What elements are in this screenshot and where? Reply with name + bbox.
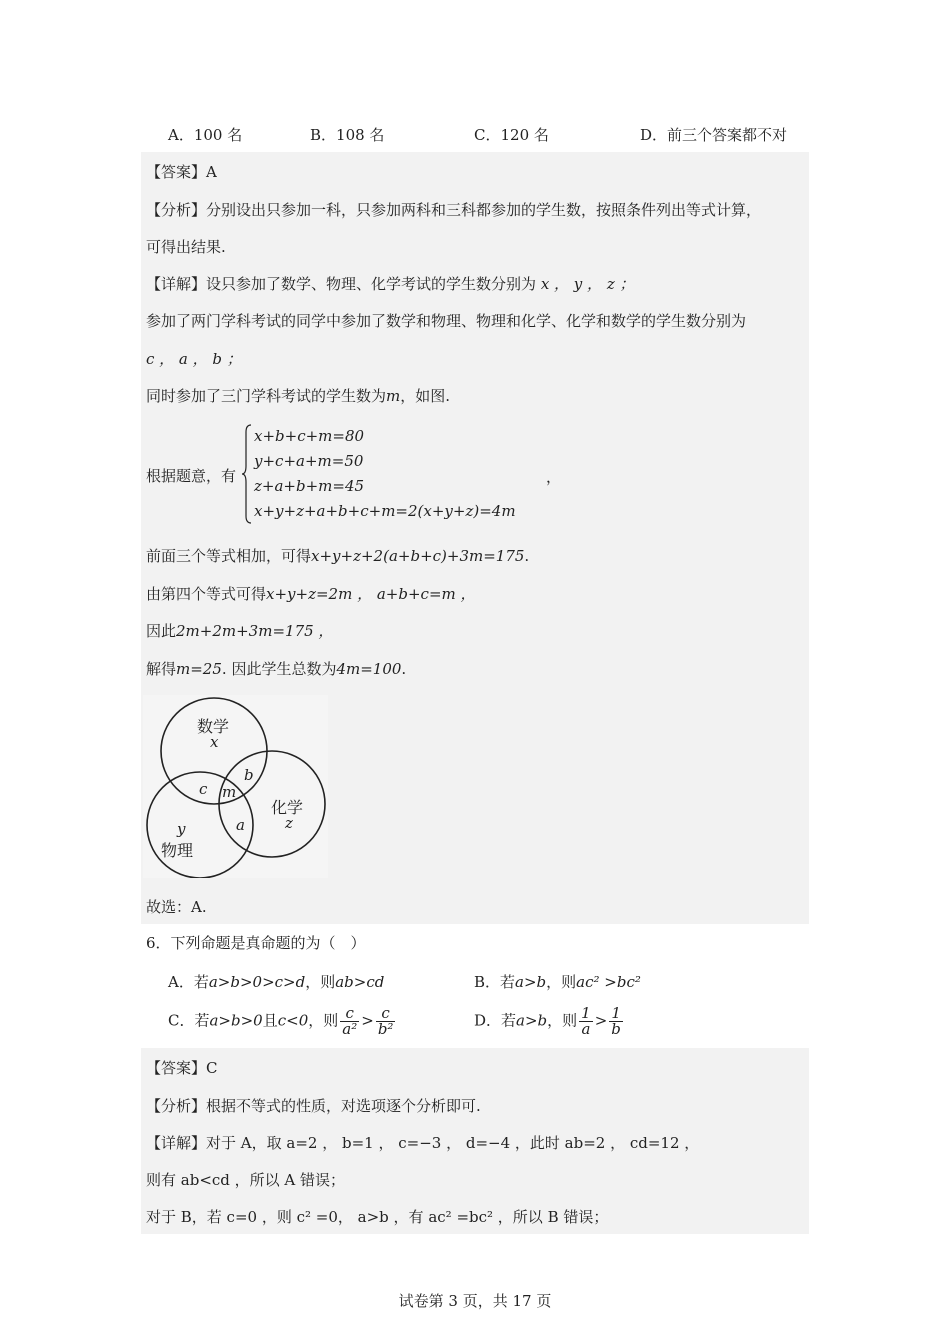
option-b: B．108 名	[310, 126, 385, 144]
q6-answer-line: 【答案】C	[146, 1059, 218, 1077]
analysis-continued: 可得出结果.	[146, 238, 226, 256]
venn-phys-var: y	[177, 820, 186, 838]
venn-a-label: a	[236, 816, 245, 834]
venn-phys-label: 物理	[161, 841, 194, 860]
conclusion: 故选：A.	[146, 898, 207, 916]
analysis-line: 【分析】分别设出只参加一科，只参加两科和三科都参加的学生数，按照条件列出等式计算，	[146, 201, 762, 219]
fraction-1-over-a: $\frac{1}{a}$	[581, 1004, 591, 1038]
option-c: C．120 名	[474, 126, 549, 144]
venn-math-var: x	[210, 733, 219, 751]
venn-c-label: c	[199, 780, 208, 798]
detail-line-1: 【详解】设只参加了数学、物理、化学考试的学生数分别为 x ， y ， z ；	[146, 275, 635, 293]
q6-analysis-line: 【分析】根据不等式的性质，对选项逐个分析即可.	[146, 1097, 481, 1115]
step-3: 因此2m+2m+3m=175 ，	[146, 622, 334, 640]
fraction-1-over-b: $\frac{1}{b}$	[611, 1004, 621, 1038]
fraction-c-over-b2: $\frac{c}{\text{b²}}$	[377, 1004, 394, 1038]
q6-option-c: C．若a>b>0且c<0，则 $\frac{c}{\text{a²}}$ > $\frac{c}{\text{b²}}$	[168, 1004, 394, 1038]
equation-2: y+c+a+m=50	[254, 452, 364, 470]
q6-option-b: B．若a>b，则ac² >bc²	[474, 973, 641, 991]
q6-detail-line-3: 对于 B，若 c=0 ，则 c² =0， a>b ，有 ac² =bc² ，所以 B 错误；	[146, 1208, 609, 1226]
venn-b-label: b	[244, 766, 254, 784]
detail-line-4: 同时参加了三门学科考试的学生数为m，如图.	[146, 387, 451, 405]
q6-detail-line-2: 则有 ab<cd ，所以 A 错误；	[146, 1171, 346, 1189]
system-tail: ，	[546, 468, 562, 486]
fraction-c-over-a2: $\frac{c}{\text{a²}}$	[342, 1004, 358, 1038]
equation-3: z+a+b+m=45	[254, 477, 365, 495]
q6-detail-line-1: 【详解】对于 A，取 a=2 ， b=1 ， c=−3 ， d=−4 ，此时 ab=2 ， cd=12 ，	[146, 1134, 700, 1152]
step-1: 前面三个等式相加，可得x+y+z+2(a+b+c)+3m=175.	[146, 547, 530, 565]
option-d: D．前三个答案都不对	[640, 126, 788, 144]
detail-line-3: c ， a ， b ；	[146, 350, 242, 368]
page-footer: 试卷第 3 页，共 17 页	[398, 1292, 552, 1310]
question-6-stem: 6．下列命题是真命题的为（ ）	[146, 934, 366, 952]
venn-diagram	[143, 695, 328, 878]
venn-chem-label: 化学	[271, 798, 304, 817]
venn-m-label: m	[222, 783, 237, 801]
equation-4: x+y+z+a+b+c+m=2(x+y+z)=4m	[254, 502, 516, 520]
answer-line: 【答案】A	[146, 163, 217, 181]
q6-option-d: D．若a>b，则 $\frac{1}{a}$ > $\frac{1}{b}$	[474, 1004, 621, 1038]
equation-1: x+b+c+m=80	[254, 427, 365, 445]
option-a: A．100 名	[168, 126, 243, 144]
step-2: 由第四个等式可得x+y+z=2m ， a+b+c=m ，	[146, 585, 476, 603]
system-lead: 根据题意，有	[146, 467, 237, 485]
venn-math-label: 数学	[197, 717, 230, 736]
q6-option-a: A．若a>b>0>c>d，则ab>cd	[168, 973, 385, 991]
equation-system	[254, 424, 516, 524]
step-4: 解得m=25. 因此学生总数为4m=100.	[146, 660, 407, 678]
venn-chem-var: z	[285, 814, 293, 832]
detail-line-2: 参加了两门学科考试的同学中参加了数学和物理、物理和化学、化学和数学的学生数分别为	[146, 312, 747, 330]
brace-icon	[242, 424, 252, 524]
